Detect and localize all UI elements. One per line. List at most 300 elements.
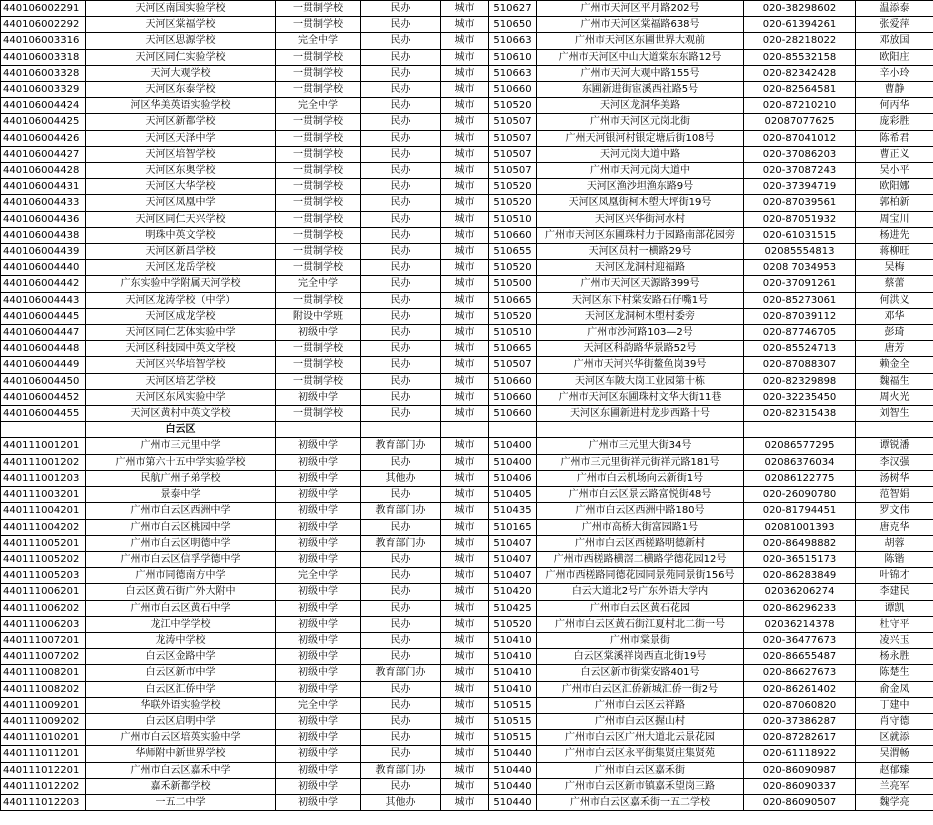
address-cell: 广州市白云区永平街集贤庄集贤苑	[537, 746, 744, 762]
school-type-cell: 完全中学	[276, 33, 361, 49]
school-name-cell: 天河区棠福学校	[86, 17, 276, 33]
school-name-cell: 天河区大华学校	[86, 179, 276, 195]
postcode-cell: 510400	[489, 454, 537, 470]
contact-cell: 何洪义	[856, 292, 933, 308]
school-code-cell: 440106004426	[1, 130, 86, 146]
ownership-cell: 民办	[361, 519, 441, 535]
contact-cell: 魏福生	[856, 373, 933, 389]
address-cell: 广州市西槎路横滘二横路学德花园12号	[537, 551, 744, 567]
contact-cell: 陈锴	[856, 551, 933, 567]
postcode-cell: 510440	[489, 762, 537, 778]
contact-cell: 李汉强	[856, 454, 933, 470]
school-name-cell: 白云区新市中学	[86, 665, 276, 681]
phone-cell: 020-87051932	[744, 211, 856, 227]
school-code-cell: 440111004202	[1, 519, 86, 535]
postcode-cell: 510435	[489, 503, 537, 519]
address-cell: 广州市白云机场向云新街1号	[537, 470, 744, 486]
ownership-cell: 民办	[361, 681, 441, 697]
school-code-cell: 440111012203	[1, 794, 86, 810]
school-code-cell: 440111012201	[1, 762, 86, 778]
address-cell: 天河区兴华街河水村	[537, 211, 744, 227]
school-name-cell: 天河区培智学校	[86, 146, 276, 162]
ownership-cell: 民办	[361, 713, 441, 729]
contact-cell: 汤树华	[856, 470, 933, 486]
ownership-cell: 民办	[361, 730, 441, 746]
school-type-cell: 一贯制学校	[276, 114, 361, 130]
location-type-cell: 城市	[441, 227, 489, 243]
location-type-cell: 城市	[441, 697, 489, 713]
table-row	[1, 632, 933, 648]
phone-cell: 020-28218022	[744, 33, 856, 49]
table-row	[1, 487, 933, 503]
table-row	[1, 649, 933, 665]
postcode-cell: 510410	[489, 632, 537, 648]
school-type-cell: 一贯制学校	[276, 1, 361, 17]
postcode-cell: 510660	[489, 82, 537, 98]
table-row	[1, 98, 933, 114]
ownership-cell: 民办	[361, 584, 441, 600]
postcode-cell: 510520	[489, 98, 537, 114]
address-cell: 广州市白云区黄石花园	[537, 600, 744, 616]
address-cell: 白云区棠溪祥岗西直北街19号	[537, 649, 744, 665]
school-type-cell: 一贯制学校	[276, 227, 361, 243]
phone-cell: 020-87039112	[744, 308, 856, 324]
ownership-cell: 民办	[361, 130, 441, 146]
school-code-cell: 440111008202	[1, 681, 86, 697]
school-name-cell: 天河区成龙学校	[86, 308, 276, 324]
postcode-cell: 510655	[489, 244, 537, 260]
school-type-cell: 一贯制学校	[276, 341, 361, 357]
school-code-cell: 440111001203	[1, 470, 86, 486]
school-type-cell: 初级中学	[276, 519, 361, 535]
table-row	[1, 260, 933, 276]
address-cell: 天河区东下村棠安路石仔嘴1号	[537, 292, 744, 308]
address-cell: 东圃新进街宦溪西社路5号	[537, 82, 744, 98]
postcode-cell: 510660	[489, 373, 537, 389]
location-type-cell: 城市	[441, 406, 489, 422]
ownership-cell: 民办	[361, 65, 441, 81]
school-code-cell: 440106004448	[1, 341, 86, 357]
school-code-cell: 440106004449	[1, 357, 86, 373]
ownership-cell: 民办	[361, 82, 441, 98]
address-cell: 广州市白云区西洲中路180号	[537, 503, 744, 519]
location-type-cell: 城市	[441, 519, 489, 535]
address-cell: 广州市白云区新市镇嘉禾望岗三路	[537, 778, 744, 794]
contact-cell: 张爱萍	[856, 17, 933, 33]
school-name-cell: 广州市白云区西洲中学	[86, 503, 276, 519]
school-type-cell: 一贯制学校	[276, 17, 361, 33]
table-row	[1, 762, 933, 778]
postcode-cell: 510440	[489, 746, 537, 762]
table-row	[1, 778, 933, 794]
school-type-cell: 初级中学	[276, 746, 361, 762]
postcode-cell: 510520	[489, 616, 537, 632]
school-name-cell: 天河区东风实验中学	[86, 389, 276, 405]
school-type-cell: 初级中学	[276, 584, 361, 600]
phone-cell: 020-82342428	[744, 65, 856, 81]
school-type-cell: 初级中学	[276, 503, 361, 519]
contact-cell: 邓放国	[856, 33, 933, 49]
contact-cell: 刘智生	[856, 406, 933, 422]
contact-cell: 曹静	[856, 82, 933, 98]
postcode-cell: 510410	[489, 649, 537, 665]
school-name-cell: 景泰中学	[86, 487, 276, 503]
school-name-cell: 河区华美英语实验学校	[86, 98, 276, 114]
ownership-cell: 民办	[361, 341, 441, 357]
ownership-cell	[361, 422, 441, 438]
phone-cell: 020-86090507	[744, 794, 856, 810]
phone-cell: 020-87282617	[744, 730, 856, 746]
school-name-cell: 龙江中学学校	[86, 616, 276, 632]
school-code-cell: 440106003318	[1, 49, 86, 65]
school-name-cell: 白云区汇侨中学	[86, 681, 276, 697]
school-type-cell: 初级中学	[276, 665, 361, 681]
address-cell: 天河区员村一横路29号	[537, 244, 744, 260]
school-type-cell: 一贯制学校	[276, 195, 361, 211]
school-name-cell: 天河区思源学校	[86, 33, 276, 49]
address-cell: 广州市天河区中山大道棠东东路12号	[537, 49, 744, 65]
phone-cell: 020-87088307	[744, 357, 856, 373]
school-code-cell: 440106002292	[1, 17, 86, 33]
location-type-cell: 城市	[441, 632, 489, 648]
school-name-cell: 民航广州子弟学校	[86, 470, 276, 486]
school-type-cell: 一贯制学校	[276, 130, 361, 146]
school-type-cell: 初级中学	[276, 470, 361, 486]
ownership-cell: 民办	[361, 632, 441, 648]
location-type-cell: 城市	[441, 794, 489, 810]
contact-cell: 欧阳娜	[856, 179, 933, 195]
postcode-cell: 510507	[489, 357, 537, 373]
contact-cell: 赵郁臻	[856, 762, 933, 778]
postcode-cell: 510410	[489, 665, 537, 681]
postcode-cell: 510410	[489, 681, 537, 697]
contact-cell: 邓华	[856, 308, 933, 324]
school-name-cell: 广州市第六十五中学实验学校	[86, 454, 276, 470]
postcode-cell: 510663	[489, 65, 537, 81]
location-type-cell: 城市	[441, 1, 489, 17]
school-name-cell: 天河区新都学校	[86, 114, 276, 130]
school-code-cell: 440111007201	[1, 632, 86, 648]
table-row	[1, 681, 933, 697]
location-type-cell: 城市	[441, 244, 489, 260]
school-type-cell: 附设中学班	[276, 308, 361, 324]
contact-cell: 胡蓉	[856, 535, 933, 551]
school-code-cell: 440106004433	[1, 195, 86, 211]
school-name-cell: 广州市白云区明德中学	[86, 535, 276, 551]
phone-cell: 020-87060820	[744, 697, 856, 713]
table-row	[1, 470, 933, 486]
school-code-cell: 440111006201	[1, 584, 86, 600]
table-row	[1, 195, 933, 211]
location-type-cell: 城市	[441, 308, 489, 324]
postcode-cell: 510660	[489, 406, 537, 422]
contact-cell: 庞彩胜	[856, 114, 933, 130]
contact-cell: 区就添	[856, 730, 933, 746]
address-cell: 广州市白云区握山村	[537, 713, 744, 729]
school-name-cell: 广州市白云区嘉禾中学	[86, 762, 276, 778]
address-cell: 广州市天河区平月路202号	[537, 1, 744, 17]
contact-cell: 兰亮军	[856, 778, 933, 794]
phone-cell: 020-86627673	[744, 665, 856, 681]
contact-cell: 蔡蕾	[856, 276, 933, 292]
table-row	[1, 82, 933, 98]
phone-cell: 020-37386287	[744, 713, 856, 729]
phone-cell: 02085554813	[744, 244, 856, 260]
phone-cell: 020-37086203	[744, 146, 856, 162]
ownership-cell: 民办	[361, 292, 441, 308]
ownership-cell: 民办	[361, 1, 441, 17]
address-cell: 广州市白云区汇侨新城汇侨一街2号	[537, 681, 744, 697]
school-code-cell: 440111009202	[1, 713, 86, 729]
table-row	[1, 179, 933, 195]
address-cell: 广州市白云区云祥路	[537, 697, 744, 713]
table-row	[1, 616, 933, 632]
ownership-cell: 其他办	[361, 794, 441, 810]
table-row	[1, 17, 933, 33]
contact-cell: 魏学亮	[856, 794, 933, 810]
school-type-cell: 初级中学	[276, 681, 361, 697]
contact-cell: 欧阳庄	[856, 49, 933, 65]
ownership-cell: 民办	[361, 600, 441, 616]
location-type-cell: 城市	[441, 584, 489, 600]
school-code-cell: 440106004455	[1, 406, 86, 422]
school-type-cell: 一贯制学校	[276, 65, 361, 81]
location-type-cell: 城市	[441, 616, 489, 632]
address-cell: 广州市白云区景云路富悦街48号	[537, 487, 744, 503]
school-code-cell: 440106004438	[1, 227, 86, 243]
table-row	[1, 454, 933, 470]
table-row	[1, 357, 933, 373]
location-type-cell: 城市	[441, 82, 489, 98]
school-name-cell: 天河区东泰学校	[86, 82, 276, 98]
phone-cell: 020-86296233	[744, 600, 856, 616]
location-type-cell: 城市	[441, 454, 489, 470]
school-name-cell: 天河区同仁天兴学校	[86, 211, 276, 227]
location-type-cell: 城市	[441, 98, 489, 114]
contact-cell: 俞金凤	[856, 681, 933, 697]
school-type-cell: 完全中学	[276, 98, 361, 114]
school-type-cell: 一贯制学校	[276, 163, 361, 179]
phone-cell: 020-32235450	[744, 389, 856, 405]
table-row	[1, 211, 933, 227]
contact-cell	[856, 422, 933, 438]
school-code-cell: 440106004425	[1, 114, 86, 130]
address-cell: 广州市天河区天源路399号	[537, 276, 744, 292]
school-type-cell	[276, 422, 361, 438]
phone-cell	[744, 422, 856, 438]
location-type-cell: 城市	[441, 130, 489, 146]
school-type-cell: 一贯制学校	[276, 146, 361, 162]
address-cell	[537, 422, 744, 438]
ownership-cell: 民办	[361, 454, 441, 470]
phone-cell: 020-36515173	[744, 551, 856, 567]
school-name-cell: 一五二中学	[86, 794, 276, 810]
ownership-cell: 民办	[361, 649, 441, 665]
table-row	[1, 519, 933, 535]
ownership-cell: 民办	[361, 17, 441, 33]
contact-cell: 吴小平	[856, 163, 933, 179]
ownership-cell: 民办	[361, 325, 441, 341]
location-type-cell: 城市	[441, 341, 489, 357]
school-code-cell: 440111012202	[1, 778, 86, 794]
location-type-cell: 城市	[441, 195, 489, 211]
school-name-cell: 广州市白云区信孚学德中学	[86, 551, 276, 567]
postcode-cell: 510500	[489, 276, 537, 292]
school-name-cell: 广东实验中学附属天河学校	[86, 276, 276, 292]
phone-cell: 020-86498882	[744, 535, 856, 551]
school-name-cell: 明珠中英文学校	[86, 227, 276, 243]
ownership-cell: 其他办	[361, 470, 441, 486]
school-name-cell: 白云区金路中学	[86, 649, 276, 665]
school-name-cell: 广州市白云区黄石中学	[86, 600, 276, 616]
table-row	[1, 341, 933, 357]
ownership-cell: 教育部门办	[361, 665, 441, 681]
postcode-cell: 510520	[489, 179, 537, 195]
school-type-cell: 初级中学	[276, 600, 361, 616]
address-cell: 广州市天河大观中路155号	[537, 65, 744, 81]
table-row	[1, 551, 933, 567]
address-cell: 广州市三元里大街34号	[537, 438, 744, 454]
table-row	[1, 114, 933, 130]
contact-cell: 唐芳	[856, 341, 933, 357]
ownership-cell: 民办	[361, 260, 441, 276]
school-code-cell: 440106004427	[1, 146, 86, 162]
address-cell: 广州市天河区东圃珠村文华大街11巷	[537, 389, 744, 405]
contact-cell: 肖守德	[856, 713, 933, 729]
postcode-cell: 510515	[489, 713, 537, 729]
phone-cell: 020-61394261	[744, 17, 856, 33]
contact-cell: 罗文伟	[856, 503, 933, 519]
postcode-cell: 510665	[489, 341, 537, 357]
location-type-cell: 城市	[441, 179, 489, 195]
postcode-cell: 510660	[489, 227, 537, 243]
school-name-cell: 华联外语实验学校	[86, 697, 276, 713]
address-cell: 天河区科韵路华景路52号	[537, 341, 744, 357]
table-row	[1, 438, 933, 454]
school-name-cell: 天河区培艺学校	[86, 373, 276, 389]
phone-cell: 020-87039561	[744, 195, 856, 211]
phone-cell: 0208 7034953	[744, 260, 856, 276]
address-cell: 广州市白云区嘉禾街	[537, 762, 744, 778]
postcode-cell: 510407	[489, 568, 537, 584]
school-name-cell: 天河区东奥学校	[86, 163, 276, 179]
address-cell: 天河区龙洞村迎福路	[537, 260, 744, 276]
postcode-cell: 510507	[489, 146, 537, 162]
school-name-cell: 天河大观学校	[86, 65, 276, 81]
phone-cell: 020-86090337	[744, 778, 856, 794]
table-row	[1, 503, 933, 519]
postcode-cell: 510650	[489, 17, 537, 33]
phone-cell: 020-85532158	[744, 49, 856, 65]
school-name-cell: 广州市白云区桃园中学	[86, 519, 276, 535]
postcode-cell: 510520	[489, 260, 537, 276]
phone-cell: 020-86090987	[744, 762, 856, 778]
location-type-cell	[441, 422, 489, 438]
phone-cell: 020-87746705	[744, 325, 856, 341]
school-code-cell: 440111008201	[1, 665, 86, 681]
ownership-cell: 民办	[361, 211, 441, 227]
location-type-cell: 城市	[441, 681, 489, 697]
phone-cell: 02036206274	[744, 584, 856, 600]
school-code-cell: 440106004443	[1, 292, 86, 308]
ownership-cell: 民办	[361, 98, 441, 114]
contact-cell: 周宝川	[856, 211, 933, 227]
contact-cell: 范智娟	[856, 487, 933, 503]
school-type-cell: 初级中学	[276, 713, 361, 729]
address-cell: 广州市高桥大街富园路1号	[537, 519, 744, 535]
contact-cell: 杨永胜	[856, 649, 933, 665]
contact-cell: 蒋柳旺	[856, 244, 933, 260]
table-row	[1, 794, 933, 810]
phone-cell: 02036214378	[744, 616, 856, 632]
school-name-cell: 龙涛中学校	[86, 632, 276, 648]
location-type-cell: 城市	[441, 373, 489, 389]
school-code-cell: 440111009201	[1, 697, 86, 713]
phone-cell: 020-82329898	[744, 373, 856, 389]
school-code-cell: 440106004452	[1, 389, 86, 405]
school-name-cell: 天河区科技园中英文学校	[86, 341, 276, 357]
postcode-cell: 510520	[489, 195, 537, 211]
location-type-cell: 城市	[441, 292, 489, 308]
table-row	[1, 713, 933, 729]
school-code-cell: 440111010201	[1, 730, 86, 746]
table-row	[1, 325, 933, 341]
school-name-cell: 白云区	[86, 422, 276, 438]
address-cell: 广州市三元里街祥元街祥元路181号	[537, 454, 744, 470]
address-cell: 广州市天河区棠福路638号	[537, 17, 744, 33]
postcode-cell: 510507	[489, 163, 537, 179]
postcode-cell	[489, 422, 537, 438]
school-type-cell: 初级中学	[276, 762, 361, 778]
phone-cell: 020-38298602	[744, 1, 856, 17]
location-type-cell: 城市	[441, 503, 489, 519]
postcode-cell: 510440	[489, 794, 537, 810]
contact-cell: 辛小玲	[856, 65, 933, 81]
contact-cell: 凌兴玉	[856, 632, 933, 648]
school-type-cell: 一贯制学校	[276, 49, 361, 65]
address-cell: 广州天河银河村银定塘后街108号	[537, 130, 744, 146]
location-type-cell: 城市	[441, 438, 489, 454]
location-type-cell: 城市	[441, 746, 489, 762]
school-code-cell: 440106004428	[1, 163, 86, 179]
ownership-cell: 民办	[361, 389, 441, 405]
school-code-cell: 440111011201	[1, 746, 86, 762]
location-type-cell: 城市	[441, 665, 489, 681]
address-cell: 广州市天河区东圃世界大观前	[537, 33, 744, 49]
address-cell: 广州市天河区元岗北街	[537, 114, 744, 130]
phone-cell: 020-82315438	[744, 406, 856, 422]
phone-cell: 020-36477673	[744, 632, 856, 648]
postcode-cell: 510507	[489, 114, 537, 130]
location-type-cell: 城市	[441, 487, 489, 503]
table-row	[1, 292, 933, 308]
school-type-cell: 完全中学	[276, 276, 361, 292]
postcode-cell: 510400	[489, 438, 537, 454]
ownership-cell: 民办	[361, 616, 441, 632]
location-type-cell: 城市	[441, 65, 489, 81]
location-type-cell: 城市	[441, 211, 489, 227]
school-type-cell: 一贯制学校	[276, 373, 361, 389]
ownership-cell: 民办	[361, 357, 441, 373]
address-cell: 广州市天河元岗大道中	[537, 163, 744, 179]
table-row	[1, 568, 933, 584]
address-cell: 广州市棠景街	[537, 632, 744, 648]
contact-cell: 郭柏新	[856, 195, 933, 211]
school-code-cell: 440106003328	[1, 65, 86, 81]
school-code-cell: 440111007202	[1, 649, 86, 665]
postcode-cell: 510520	[489, 308, 537, 324]
school-code-cell: 440106004439	[1, 244, 86, 260]
